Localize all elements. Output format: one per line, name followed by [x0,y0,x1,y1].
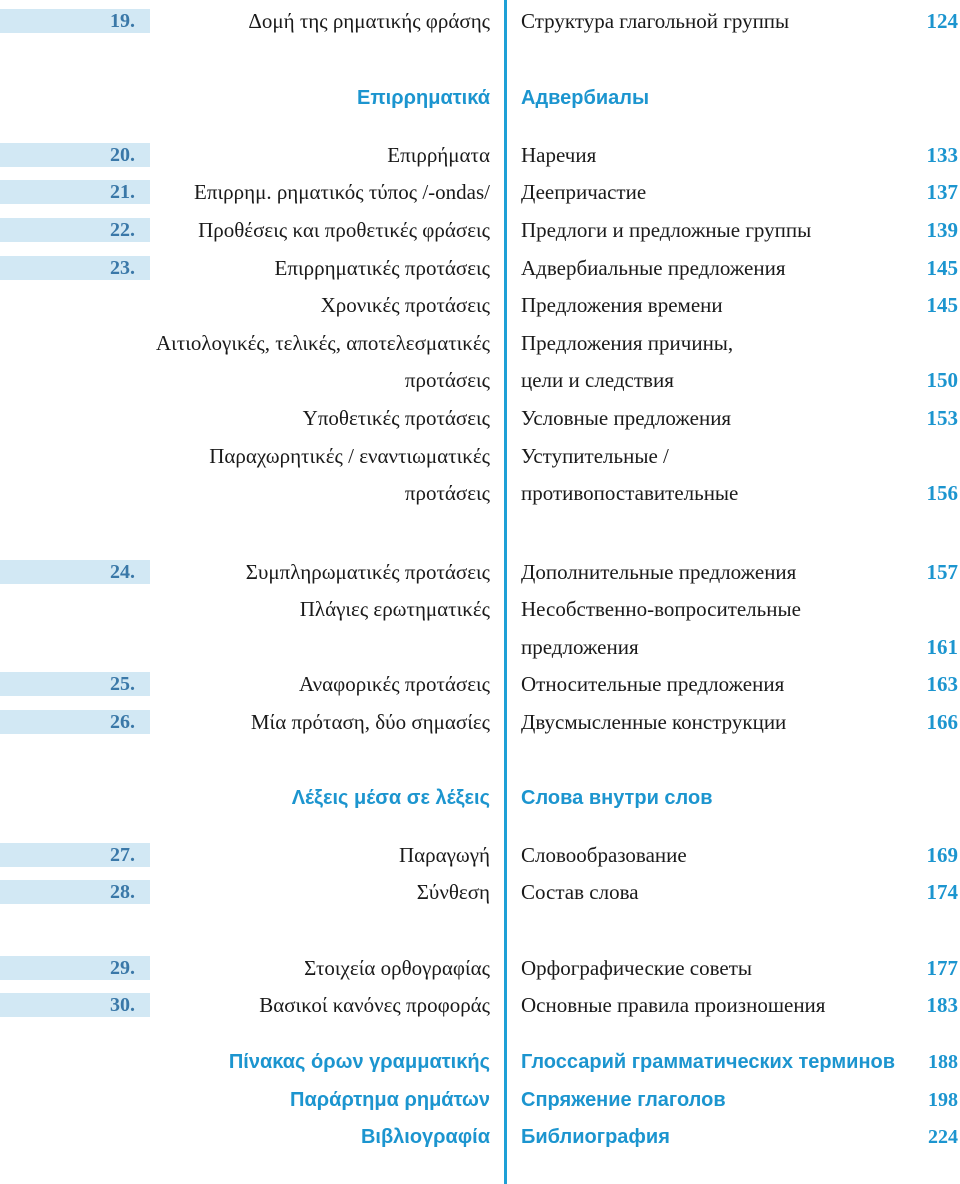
greek-title: Στοιχεία ορθογραφίας [304,956,490,980]
greek-title: Αναφορικές προτάσεις [299,672,490,696]
chapter-number: 27. [110,844,135,866]
chapter-number: 26. [110,711,135,733]
russian-title: Адвербиалы [521,87,650,109]
page-number: 163 [926,672,958,696]
toc-row [0,137,960,173]
toc-heading [0,1044,960,1080]
toc-row [0,666,960,702]
toc-row [0,212,960,248]
russian-title: предложения [521,635,639,659]
greek-title: Μία πρόταση, δύο σημασίες [250,710,490,734]
toc-row [0,987,960,1023]
chapter-number: 19. [110,10,135,32]
greek-title: Χρονικές προτάσεις [320,293,490,317]
page-number: 124 [926,9,958,33]
toc-row [0,287,960,323]
greek-title: Λέξεις μέσα σε λέξεις [291,787,490,809]
russian-title: Предложения времени [521,293,723,317]
greek-title: Πίνακας όρων γραμματικής [228,1051,490,1073]
russian-title: Наречия [521,143,597,167]
russian-title: Деепричастие [521,180,647,204]
greek-title: Πλάγιες ερωτηματικές [299,597,490,621]
page-number: 133 [926,143,958,167]
page-number: 183 [926,993,958,1017]
toc-row [0,3,960,39]
greek-title: Επιρρήματα [387,143,490,167]
russian-title: цели и следствия [521,368,674,392]
russian-title: Несобственно-вопросительные [521,597,801,621]
greek-title: Προθέσεις και προθετικές φράσεις [198,218,490,242]
toc-row [0,174,960,210]
toc-row [0,874,960,910]
russian-title: Двусмысленные конструкции [521,710,787,734]
greek-title: Συμπληρωματικές προτάσεις [245,560,490,584]
chapter-number: 24. [110,561,135,583]
chapter-number: 20. [110,144,135,166]
toc-row [0,950,960,986]
russian-title: Относительные предложения [521,672,785,696]
russian-title: Спряжение глаголов [521,1089,726,1111]
page-number: 150 [926,368,958,392]
page-number: 198 [928,1089,958,1111]
greek-title: Επιρρηματικές προτάσεις [274,256,490,280]
russian-title: Адвербиальные предложения [521,256,786,280]
russian-title: Предлоги и предложные группы [521,218,812,242]
toc-heading [0,1119,960,1155]
toc-heading [0,80,960,116]
toc-row [0,591,960,627]
greek-title: Επιρρηματικά [357,87,490,109]
greek-title: Δομή της ρηματικής φράσης [248,9,490,33]
greek-title: Παραχωρητικές / εναντιωματικές [209,444,490,468]
toc-row [0,362,960,398]
russian-title: Предложения причины, [521,331,734,355]
greek-title: Παράρτημα ρημάτων [290,1089,490,1111]
greek-title: προτάσεις [404,368,490,392]
page-number: 166 [926,710,958,734]
russian-title: Дополнительные предложения [521,560,797,584]
greek-title: Παραγωγή [398,843,490,867]
toc-row [0,554,960,590]
chapter-number: 28. [110,881,135,903]
page-number: 177 [926,956,958,980]
page-number: 174 [926,880,958,904]
toc-row [0,629,960,665]
page-number: 137 [926,180,958,204]
toc-row [0,400,960,436]
greek-title: Βιβλιογραφία [360,1126,490,1148]
russian-title: Условные предложения [521,406,732,430]
toc-row [0,325,960,361]
greek-title: Αιτιολογικές, τελικές, αποτελεσματικές [155,331,490,355]
russian-title: Уступительные / [521,444,669,468]
russian-title: Структура глагольной группы [521,9,790,33]
toc-row [0,250,960,286]
chapter-number: 25. [110,673,135,695]
chapter-number: 29. [110,957,135,979]
russian-title: Состав слова [521,880,639,904]
toc-row [0,438,960,474]
page-number: 153 [926,406,958,430]
russian-title: Глоссарий грамматических терминов [521,1051,896,1073]
chapter-number: 21. [110,181,135,203]
toc-heading [0,780,960,816]
toc-heading [0,1082,960,1118]
greek-title: Σύνθεση [416,880,490,904]
greek-title: προτάσεις [404,481,490,505]
page-number: 145 [926,293,958,317]
russian-title: Орфографические советы [521,956,753,980]
russian-title: Словообразование [521,843,687,867]
toc-row [0,475,960,511]
page-number: 145 [926,256,958,280]
page-number: 156 [926,481,958,505]
page-number: 161 [926,635,958,659]
page-number: 188 [928,1051,958,1073]
chapter-number: 22. [110,219,135,241]
greek-title: Επιρρημ. ρηματικός τύπος /-ondas/ [194,180,490,204]
russian-title: Основные правила произношения [521,993,826,1017]
page-number: 157 [926,560,958,584]
chapter-number: 23. [110,257,135,279]
russian-title: Библиография [521,1126,670,1148]
russian-title: противопоставительные [521,481,739,505]
page-number: 224 [928,1126,958,1148]
page-number: 139 [926,218,958,242]
greek-title: Βασικοί κανόνες προφοράς [259,993,490,1017]
toc-row [0,837,960,873]
page-number: 169 [926,843,958,867]
greek-title: Υποθετικές προτάσεις [302,406,490,430]
toc-row [0,704,960,740]
russian-title: Слова внутри слов [521,787,713,809]
chapter-number: 30. [110,994,135,1016]
